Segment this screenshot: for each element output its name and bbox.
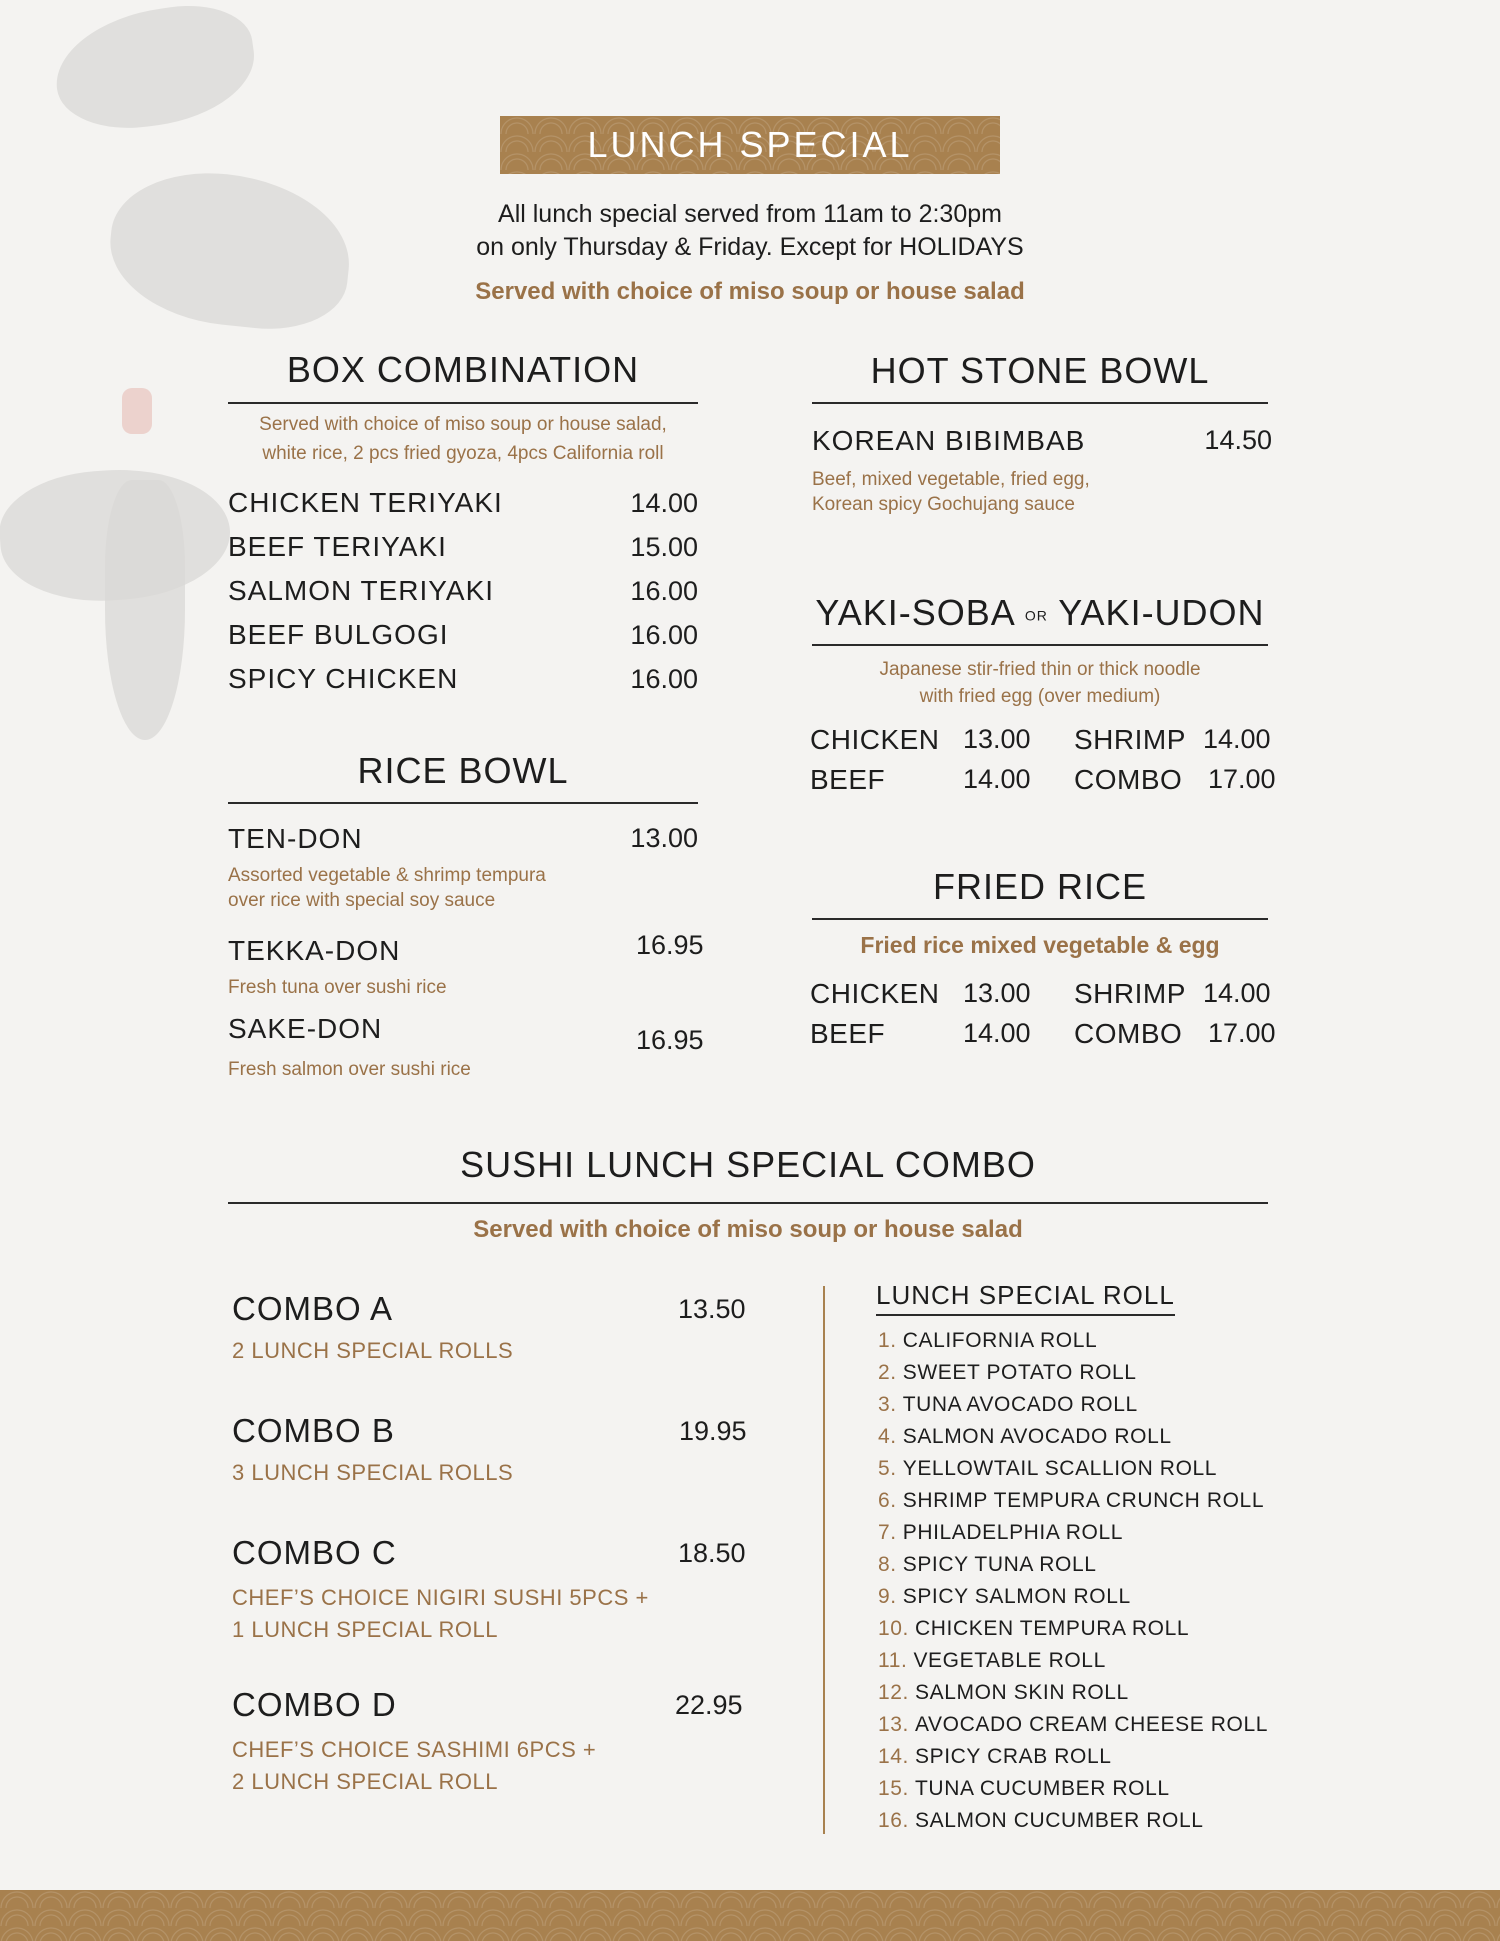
combo-vertical-divider bbox=[823, 1286, 825, 1834]
roll-number: 11. bbox=[878, 1649, 908, 1672]
item-price: 14.00 bbox=[630, 488, 698, 518]
item-price: 13.00 bbox=[630, 823, 698, 853]
sushi-combo-title: SUSHI LUNCH SPECIAL COMBO bbox=[460, 1144, 1036, 1185]
combo-desc: 3 LUNCH SPECIAL ROLLS bbox=[232, 1460, 514, 1485]
item-name: TEKKA-DON bbox=[228, 935, 401, 966]
menu-item bbox=[228, 661, 698, 705]
roll-number: 14. bbox=[878, 1745, 909, 1768]
rice-bowl-divider bbox=[228, 802, 698, 804]
fried-rice-options bbox=[810, 978, 1275, 1058]
box-combination-divider bbox=[228, 402, 698, 404]
brush-stroke-decoration bbox=[105, 480, 185, 740]
roll-name: SHRIMP TEMPURA CRUNCH ROLL bbox=[902, 1489, 1265, 1512]
brush-stroke-decoration bbox=[48, 0, 262, 138]
option-price: 17.00 bbox=[1208, 1018, 1276, 1048]
roll-number: 7. bbox=[878, 1521, 897, 1544]
item-price: 16.00 bbox=[630, 664, 698, 694]
item-desc: Beef, mixed vegetable, fried egg, bbox=[812, 469, 1090, 490]
yaki-desc bbox=[812, 656, 1268, 710]
box-combination-title: BOX COMBINATION bbox=[286, 349, 640, 390]
item-name: BEEF BULGOGI bbox=[228, 619, 449, 650]
yaki-desc-line: with fried egg (over medium) bbox=[919, 686, 1161, 707]
roll-name: VEGETABLE ROLL bbox=[913, 1649, 1106, 1672]
rice-bowl-item-sake-don bbox=[228, 1013, 698, 1082]
combo-desc-line: CHEF’S CHOICE NIGIRI SUSHI 5PCS + bbox=[232, 1585, 649, 1610]
roll-name: PHILADELPHIA ROLL bbox=[902, 1521, 1124, 1544]
list-item bbox=[878, 1677, 1268, 1709]
roll-name: SWEET POTATO ROLL bbox=[902, 1361, 1137, 1384]
sushi-combo-divider bbox=[228, 1202, 1268, 1204]
list-item bbox=[878, 1421, 1268, 1453]
roll-name: CALIFORNIA ROLL bbox=[902, 1329, 1098, 1352]
roll-number: 16. bbox=[878, 1809, 909, 1832]
list-item bbox=[878, 1773, 1268, 1805]
item-desc: Fresh salmon over sushi rice bbox=[228, 1059, 471, 1080]
item-price: 16.95 bbox=[636, 930, 704, 960]
menu-item bbox=[228, 529, 698, 573]
intro-line-1: All lunch special served from 11am to 2:30pm bbox=[498, 200, 1002, 228]
roll-number: 5. bbox=[878, 1457, 897, 1480]
yaki-udon-label: YAKI-UDON bbox=[1058, 592, 1265, 633]
yaki-options bbox=[810, 724, 1275, 804]
intro-text bbox=[300, 198, 1200, 264]
item-price: 16.00 bbox=[630, 576, 698, 606]
hot-stone-bowl-divider bbox=[812, 402, 1268, 404]
item-price: 15.00 bbox=[630, 532, 698, 562]
sushi-combo-note: Served with choice of miso soup or house salad bbox=[473, 1216, 1023, 1243]
box-combination-list bbox=[228, 485, 698, 705]
combo-name: COMBO A bbox=[232, 1290, 394, 1327]
roll-name: SPICY TUNA ROLL bbox=[902, 1553, 1097, 1576]
list-item bbox=[878, 1325, 1268, 1357]
box-combination-desc-line: Served with choice of miso soup or house salad, bbox=[259, 414, 667, 435]
fried-rice-divider bbox=[812, 918, 1268, 920]
item-name: TEN-DON bbox=[228, 823, 363, 854]
combo-price: 19.95 bbox=[679, 1416, 747, 1446]
list-item bbox=[878, 1741, 1268, 1773]
box-combination-desc bbox=[218, 410, 708, 468]
red-seal-stamp bbox=[122, 388, 152, 434]
roll-name: SALMON SKIN ROLL bbox=[915, 1681, 1129, 1704]
roll-number: 4. bbox=[878, 1425, 897, 1448]
roll-number: 13. bbox=[878, 1713, 909, 1736]
item-desc: over rice with special soy sauce bbox=[228, 890, 496, 911]
yaki-divider bbox=[812, 644, 1268, 646]
item-name: SPICY CHICKEN bbox=[228, 663, 459, 694]
yaki-desc-line: Japanese stir-fried thin or thick noodle bbox=[879, 659, 1201, 680]
roll-name: CHICKEN TEMPURA ROLL bbox=[915, 1617, 1190, 1640]
roll-name: SALMON AVOCADO ROLL bbox=[902, 1425, 1172, 1448]
lunch-special-roll-title: LUNCH SPECIAL ROLL bbox=[876, 1280, 1175, 1316]
combo-d bbox=[232, 1686, 752, 1794]
lunch-special-roll-list bbox=[878, 1325, 1268, 1837]
roll-name: YELLOWTAIL SCALLION ROLL bbox=[902, 1457, 1218, 1480]
option-price: 14.00 bbox=[963, 1018, 1031, 1048]
roll-name: TUNA AVOCADO ROLL bbox=[902, 1393, 1138, 1416]
roll-name: SALMON CUCUMBER ROLL bbox=[915, 1809, 1204, 1832]
item-name: CHICKEN TERIYAKI bbox=[228, 487, 503, 518]
item-desc: Fresh tuna over sushi rice bbox=[228, 977, 447, 998]
combo-name: COMBO B bbox=[232, 1412, 395, 1449]
item-name: BEEF TERIYAKI bbox=[228, 531, 447, 562]
yaki-or-label: OR bbox=[1024, 607, 1048, 624]
list-item bbox=[878, 1389, 1268, 1421]
list-item bbox=[878, 1453, 1268, 1485]
roll-number: 2. bbox=[878, 1361, 897, 1384]
roll-name: SPICY SALMON ROLL bbox=[902, 1585, 1131, 1608]
yaki-title bbox=[812, 592, 1268, 634]
item-price: 16.00 bbox=[630, 620, 698, 650]
option-price: 17.00 bbox=[1208, 764, 1276, 794]
menu-item bbox=[228, 485, 698, 529]
option-name: COMBO bbox=[1074, 1018, 1183, 1049]
roll-number: 12. bbox=[878, 1681, 909, 1704]
rice-bowl-item-ten-don bbox=[228, 823, 698, 913]
option-name: CHICKEN bbox=[810, 724, 940, 755]
list-item bbox=[878, 1517, 1268, 1549]
list-item bbox=[878, 1357, 1268, 1389]
item-price: 14.50 bbox=[1204, 425, 1272, 455]
list-item bbox=[878, 1645, 1268, 1677]
list-item bbox=[878, 1613, 1268, 1645]
box-combination-desc-line: white rice, 2 pcs fried gyoza, 4pcs California roll bbox=[262, 443, 664, 464]
combo-desc bbox=[232, 1582, 649, 1646]
list-item bbox=[878, 1485, 1268, 1517]
roll-number: 15. bbox=[878, 1777, 909, 1800]
combo-price: 22.95 bbox=[675, 1690, 743, 1720]
yaki-soba-label: YAKI-SOBA bbox=[815, 592, 1014, 633]
option-price: 13.00 bbox=[963, 978, 1031, 1008]
combo-c bbox=[232, 1534, 752, 1642]
option-price: 14.00 bbox=[1203, 978, 1271, 1008]
roll-number: 10. bbox=[878, 1617, 909, 1640]
item-name: SALMON TERIYAKI bbox=[228, 575, 495, 606]
combo-price: 18.50 bbox=[678, 1538, 746, 1568]
roll-name: AVOCADO CREAM CHEESE ROLL bbox=[915, 1713, 1269, 1736]
roll-name: SPICY CRAB ROLL bbox=[915, 1745, 1112, 1768]
roll-number: 9. bbox=[878, 1585, 897, 1608]
bottom-wave-band bbox=[0, 1890, 1500, 1941]
combo-desc-line: CHEF’S CHOICE SASHIMI 6PCS + bbox=[232, 1737, 597, 1762]
roll-number: 3. bbox=[878, 1393, 897, 1416]
combo-desc: 2 LUNCH SPECIAL ROLLS bbox=[232, 1338, 514, 1363]
item-price: 16.95 bbox=[636, 1025, 704, 1055]
list-item bbox=[878, 1549, 1268, 1581]
combo-desc bbox=[232, 1734, 596, 1798]
combo-name: COMBO C bbox=[232, 1534, 397, 1571]
option-name: COMBO bbox=[1074, 764, 1183, 795]
combo-b bbox=[232, 1412, 752, 1485]
roll-number: 1. bbox=[878, 1329, 897, 1352]
combo-desc-line: 1 LUNCH SPECIAL ROLL bbox=[232, 1617, 498, 1642]
fried-rice-title: FRIED RICE bbox=[932, 866, 1147, 907]
rice-bowl-item-tekka-don bbox=[228, 935, 698, 1000]
item-desc: Korean spicy Gochujang sauce bbox=[812, 494, 1075, 515]
list-item bbox=[878, 1581, 1268, 1613]
item-desc: Assorted vegetable & shrimp tempura bbox=[228, 865, 546, 886]
hot-stone-bowl-item bbox=[812, 425, 1272, 517]
roll-name: TUNA CUCUMBER ROLL bbox=[915, 1777, 1170, 1800]
combo-a bbox=[232, 1290, 752, 1363]
item-name: KOREAN BIBIMBAB bbox=[812, 425, 1086, 456]
option-name: BEEF bbox=[810, 1018, 886, 1049]
hot-stone-bowl-title: HOT STONE BOWL bbox=[870, 350, 1210, 391]
lunch-special-banner: LUNCH SPECIAL bbox=[500, 116, 1000, 174]
list-item bbox=[878, 1805, 1268, 1837]
option-price: 14.00 bbox=[963, 764, 1031, 794]
option-name: SHRIMP bbox=[1074, 978, 1186, 1009]
combo-desc-line: 2 LUNCH SPECIAL ROLL bbox=[232, 1769, 498, 1794]
option-name: SHRIMP bbox=[1074, 724, 1186, 755]
roll-number: 6. bbox=[878, 1489, 897, 1512]
item-name: SAKE-DON bbox=[228, 1013, 383, 1044]
menu-item bbox=[228, 573, 698, 617]
fried-rice-desc: Fried rice mixed vegetable & egg bbox=[860, 932, 1220, 958]
option-name: CHICKEN bbox=[810, 978, 940, 1009]
combo-name: COMBO D bbox=[232, 1686, 397, 1723]
option-price: 14.00 bbox=[1203, 724, 1271, 754]
list-item bbox=[878, 1709, 1268, 1741]
combo-price: 13.50 bbox=[678, 1294, 746, 1324]
roll-number: 8. bbox=[878, 1553, 897, 1576]
rice-bowl-title: RICE BOWL bbox=[357, 750, 569, 791]
option-price: 13.00 bbox=[963, 724, 1031, 754]
intro-note: Served with choice of miso soup or house salad bbox=[475, 278, 1025, 305]
option-name: BEEF bbox=[810, 764, 886, 795]
menu-item bbox=[228, 617, 698, 661]
intro-line-2: on only Thursday & Friday. Except for HOLIDAYS bbox=[476, 233, 1024, 261]
